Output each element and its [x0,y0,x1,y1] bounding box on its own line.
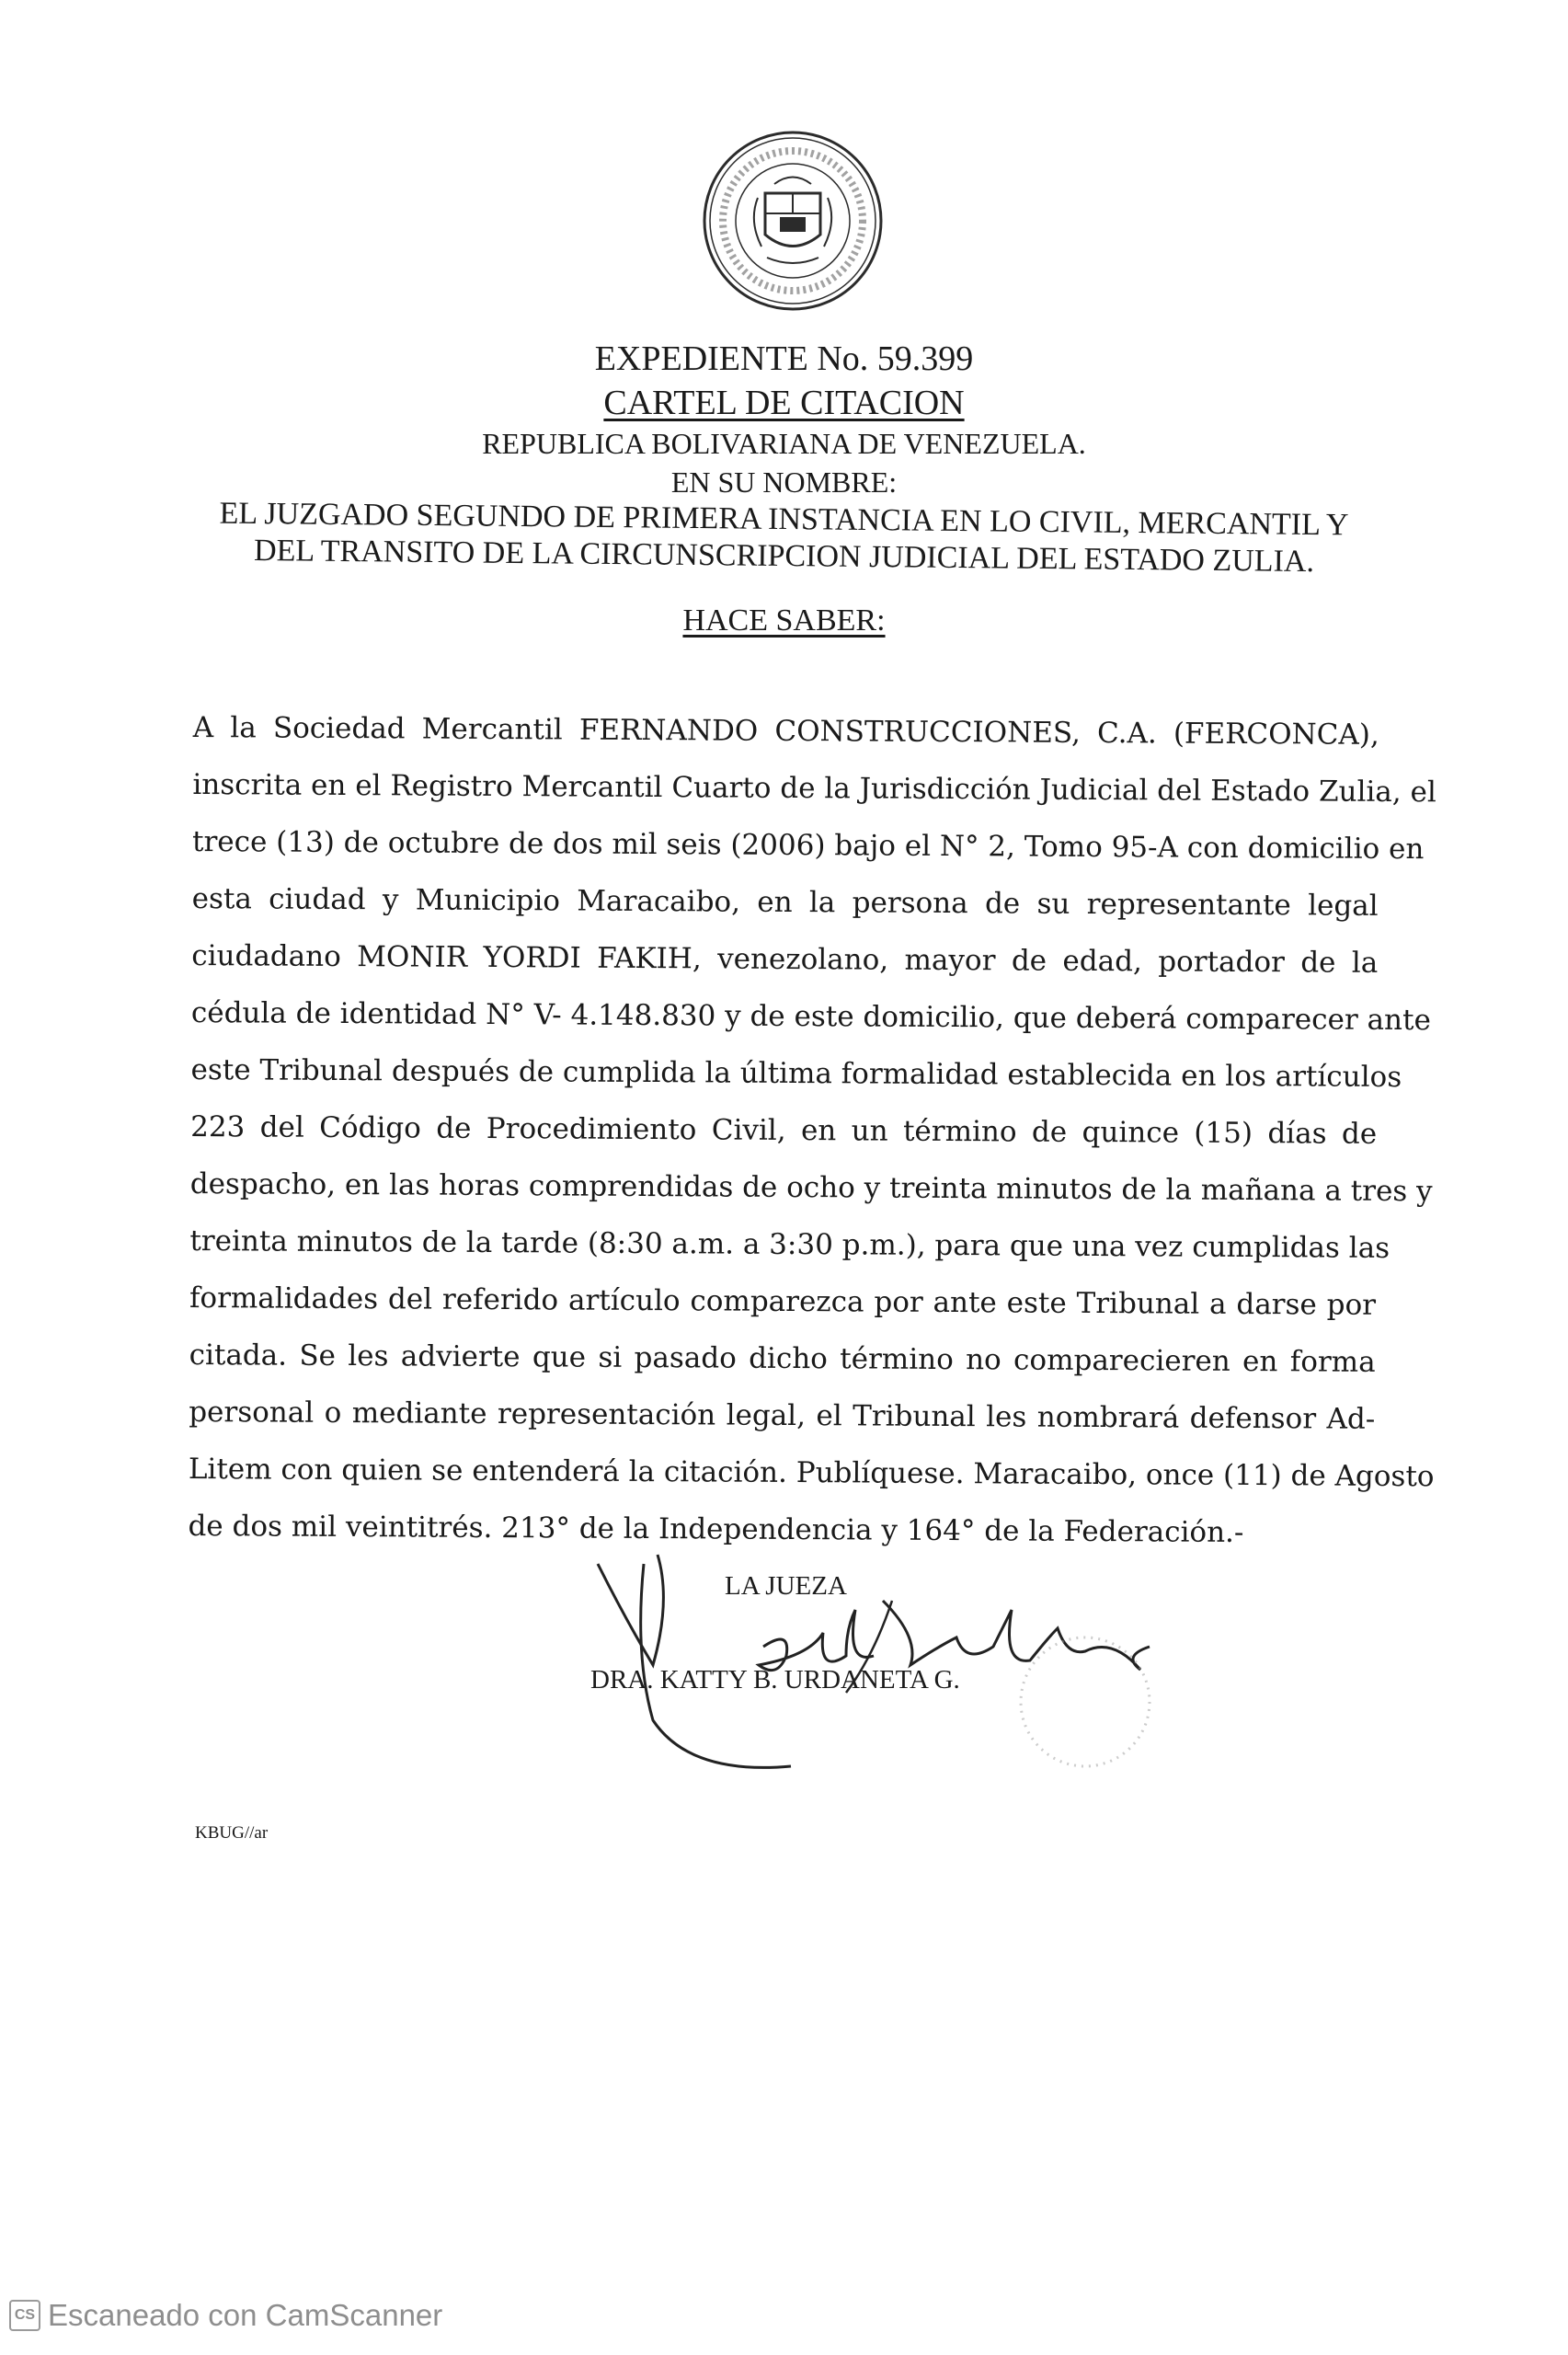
reference-initials: KBUG//ar [195,1823,269,1843]
paragraph-line: formalidades del referido artículo comparezca por ante este Tribunal a darse por [189,1281,1377,1322]
signer-name: DRA. KATTY B. URDANETA G. [590,1665,960,1694]
paragraph-line: inscrita en el Registro Mercantil Cuarto de la Jurisdicción Judicial del Estado Zulia, el [192,767,1436,810]
republica-line: REPUBLICA BOLIVARIANA DE VENEZUELA. [482,427,1086,460]
en-su-nombre-line: EN SU NOMBRE: [670,465,898,499]
signature-block [570,1545,1196,1821]
paragraph-line: A la Sociedad Mercantil FERNANDO CONSTRUCCIONES, C.A. (FERCONCA), [192,710,1379,752]
handwritten-signature-icon [570,1545,1196,1821]
scanner-watermark-text: Escaneado con CamScanner [48,2298,443,2332]
paragraph-line: Litem con quien se entenderá la citación. Publíquese. Maracaibo, once (11) de Agosto [188,1452,1435,1494]
camscanner-logo-icon: CS [9,2300,40,2331]
scanner-footer [9,2298,442,2333]
expediente-number: EXPEDIENTE No. 59.399 [594,339,974,378]
paragraph-line: 223 del Código de Procedimiento Civil, en un término de quince (15) días de [190,1109,1378,1151]
document-title [0,383,1568,423]
paragraph-line: citada. Se les advierte que si pasado dicho término no comparecieren en forma [189,1338,1376,1379]
official-seal-icon [701,129,885,313]
hace-saber-heading [0,603,1568,638]
paragraph-line: ciudadano MONIR YORDI FAKIH, venezolano, mayor de edad, portador de la [191,938,1379,980]
paragraph-line: trece (13) de octubre de dos mil seis (2006) bajo el N° 2, Tomo 95-A con domicilio en [191,824,1425,867]
signer-title: LA JUEZA [725,1571,847,1601]
paragraph-line: despacho, en las horas comprendidas de ocho y treinta minutos de la mañana a tres y [189,1166,1433,1209]
juzgado-line-2: DEL TRANSITO DE LA CIRCUNSCRIPCION JUDICIAL DEL ESTADO ZULIA. [253,533,1315,580]
hace-saber-label: HACE SABER: [682,603,886,638]
paragraph-line: personal o mediante representación legal, el Tribunal les nombrará defensor Ad- [189,1395,1376,1436]
paragraph-line: esta ciudad y Municipio Maracaibo, en la persona de su representante legal [191,881,1379,923]
paragraph-line: treinta minutos de la tarde (8:30 a.m. a 3:30 p.m.), para que una vez cumplidas las [189,1223,1391,1265]
paragraph-line: de dos mil veintitrés. 213° de la Independencia y 164° de la Federación.- [188,1509,1244,1549]
juzgado-line-1: EL JUZGADO SEGUNDO DE PRIMERA INSTANCIA EN LO CIVIL, MERCANTIL Y [219,496,1349,543]
paragraph-line: cédula de identidad N° V- 4.148.830 y de este domicilio, que deberá comparecer ante [190,995,1431,1038]
citation-paragraph [188,699,1436,1562]
paragraph-line: este Tribunal después de cumplida la última formalidad establecida en los artículos [190,1052,1402,1095]
cartel-title: CARTEL DE CITACION [603,384,965,422]
